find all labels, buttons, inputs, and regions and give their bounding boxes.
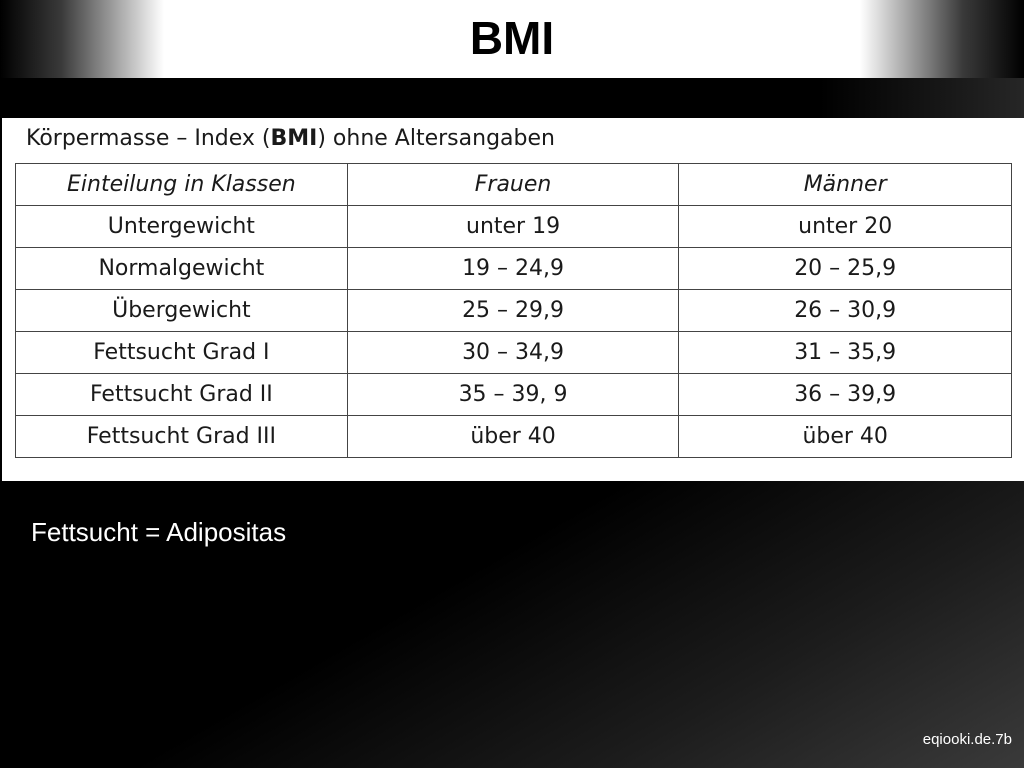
class-cell: Untergewicht (16, 206, 348, 248)
table-row (16, 374, 1012, 416)
women-cell: 30 – 34,9 (347, 332, 679, 374)
men-cell: 26 – 30,9 (679, 290, 1012, 332)
women-cell: 19 – 24,9 (347, 248, 679, 290)
women-cell: über 40 (347, 416, 679, 458)
column-header-women: Frauen (347, 164, 679, 206)
table-caption-bold: BMI (270, 126, 318, 151)
slide-note: Fettsucht = Adipositas (31, 517, 287, 547)
men-cell: 36 – 39,9 (679, 374, 1012, 416)
slide-title: BMI (469, 12, 555, 64)
column-header-class: Einteilung in Klassen (16, 164, 348, 206)
table-caption (26, 124, 555, 154)
men-cell: über 40 (679, 416, 1012, 458)
table-caption-suffix: ) ohne Altersangaben (317, 126, 555, 151)
men-cell: 20 – 25,9 (679, 248, 1012, 290)
women-cell: 35 – 39, 9 (347, 374, 679, 416)
table-row (16, 248, 1012, 290)
men-cell: unter 20 (679, 206, 1012, 248)
bmi-table (15, 163, 1012, 458)
class-cell: Normalgewicht (16, 248, 348, 290)
column-header-men: Männer (679, 164, 1012, 206)
table-row (16, 416, 1012, 458)
women-cell: 25 – 29,9 (347, 290, 679, 332)
class-cell: Übergewicht (16, 290, 348, 332)
table-header-row (16, 164, 1012, 206)
men-cell: 31 – 35,9 (679, 332, 1012, 374)
table-row (16, 290, 1012, 332)
class-cell: Fettsucht Grad III (16, 416, 348, 458)
source-label: eqiooki.de.7b (922, 731, 1012, 748)
table-row (16, 206, 1012, 248)
class-cell: Fettsucht Grad II (16, 374, 348, 416)
women-cell: unter 19 (347, 206, 679, 248)
header-divider-band (0, 78, 1024, 118)
table-row (16, 332, 1012, 374)
table-caption-prefix: Körpermasse – Index ( (26, 126, 271, 151)
class-cell: Fettsucht Grad I (16, 332, 348, 374)
